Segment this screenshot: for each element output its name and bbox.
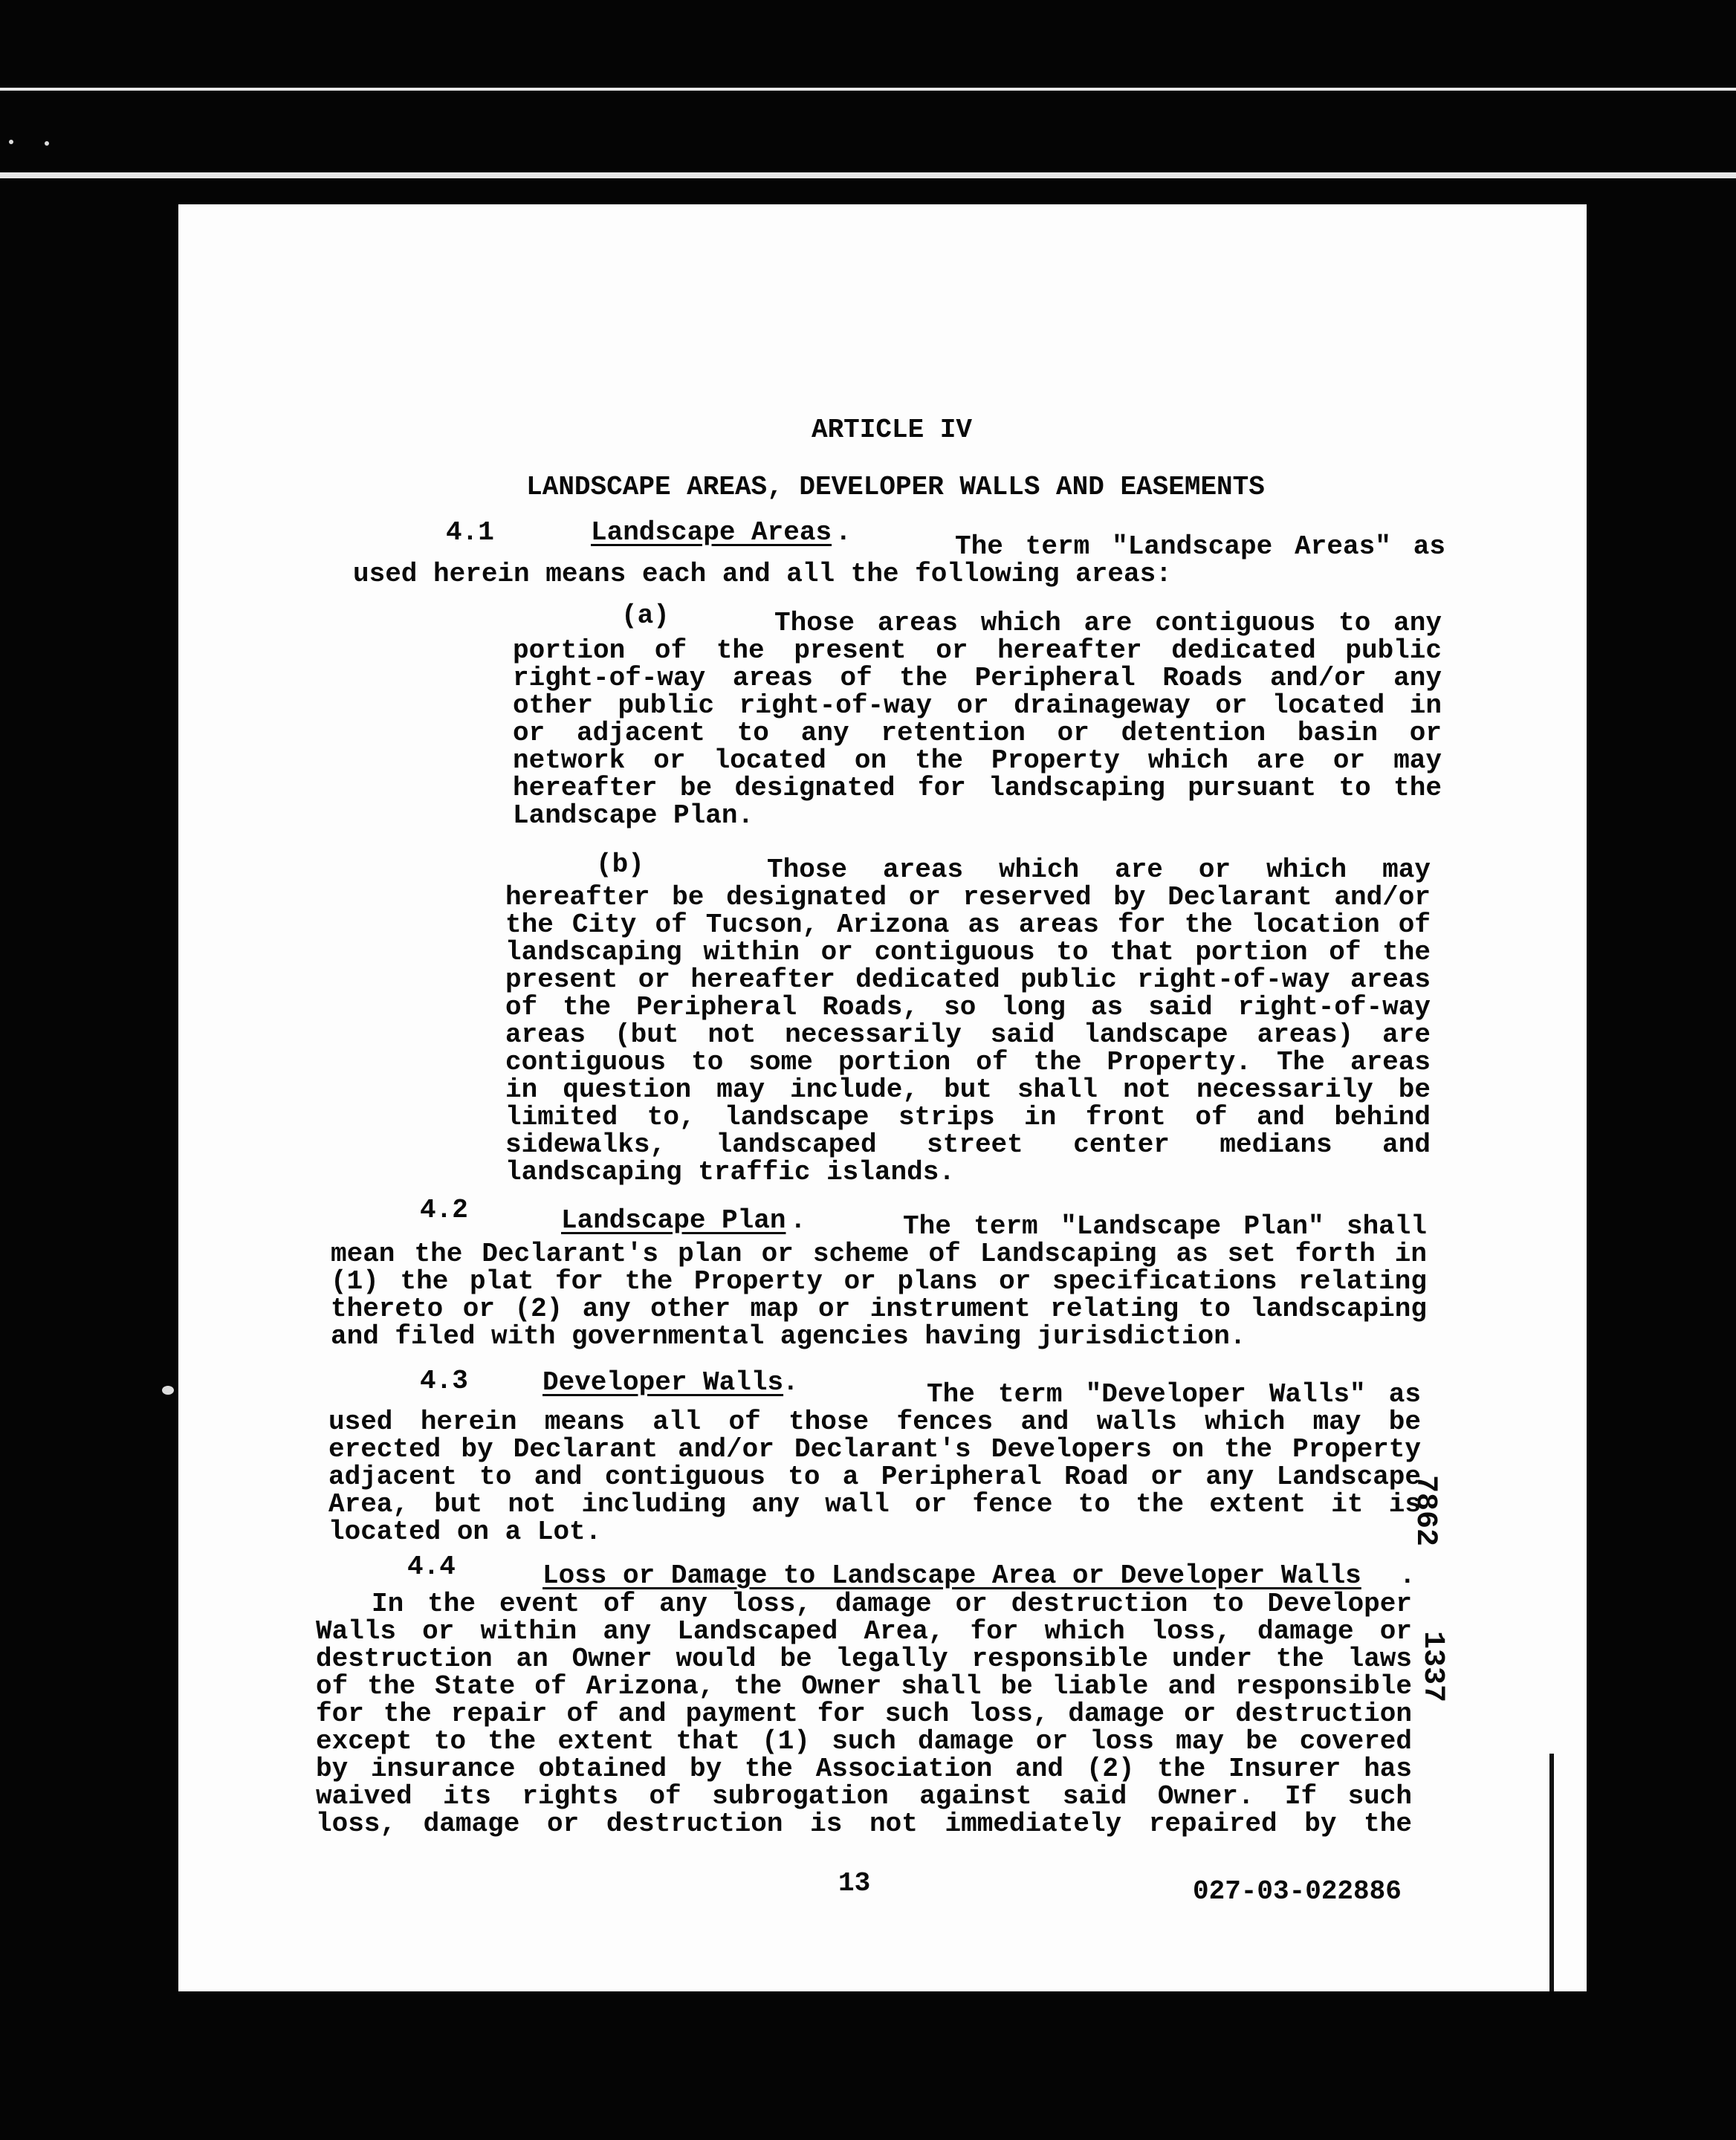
section-number: 4.4	[407, 1552, 456, 1582]
text-line: erected by Declarant and/or Declarant's Developers on the Property	[328, 1434, 1421, 1465]
text-line: thereto or (2) any other map or instrument relating to landscaping	[331, 1294, 1427, 1324]
section-number: 4.2	[420, 1195, 468, 1225]
text-line: Walls or within any Landscaped Area, for which loss, damage or	[316, 1616, 1412, 1647]
text-line: used herein means each and all the following areas:	[353, 559, 1172, 589]
margin-stamp-page: 1337	[1416, 1631, 1449, 1703]
text-line: or adjacent to any retention or detention basin or	[513, 718, 1442, 748]
scan-speck	[45, 141, 49, 146]
text-line: and filed with governmental agencies having jurisdiction.	[331, 1321, 1246, 1352]
text-line: (1) the plat for the Property or plans or specifications relating	[331, 1266, 1427, 1297]
text-line: The term "Landscape Plan" shall	[903, 1211, 1427, 1242]
text-line: Landscape Plan.	[513, 800, 754, 831]
text-line: Those areas which are contiguous to any	[774, 608, 1442, 638]
text-line: landscaping within or contiguous to that portion of the	[505, 937, 1431, 967]
section-body	[316, 1590, 1412, 1838]
text-line: The term "Developer Walls" as	[927, 1379, 1421, 1410]
page-edge-shadow	[1549, 1754, 1554, 1991]
section-heading-period: .	[790, 1205, 806, 1236]
text-line: Those areas which are or which may	[767, 855, 1431, 885]
text-line: portion of the present or hereafter dedicated public	[513, 635, 1442, 666]
section-heading: Landscape Plan	[561, 1205, 786, 1236]
text-line: hereafter be designated or reserved by Declarant and/or	[505, 882, 1431, 912]
text-line: hereafter be designated for landscaping pursuant to the	[513, 773, 1442, 803]
text-line: sidewalks, landscaped street center medians and	[505, 1129, 1431, 1160]
text-line: in question may include, but shall not necessarily be	[505, 1074, 1431, 1105]
text-line: right-of-way areas of the Peripheral Roads and/or any	[513, 663, 1442, 693]
section-heading: Developer Walls	[542, 1367, 784, 1398]
document-id: 027-03-022886	[1193, 1876, 1402, 1907]
subsection-body	[513, 609, 1442, 829]
section-heading-period: .	[783, 1367, 799, 1398]
text-line: limited to, landscape strips in front of and behind	[505, 1102, 1431, 1132]
text-line: of the State of Arizona, the Owner shall be liable and responsible	[316, 1671, 1412, 1702]
text-line: landscaping traffic islands.	[505, 1157, 955, 1187]
text-line: located on a Lot.	[328, 1517, 602, 1547]
page-number: 13	[838, 1868, 871, 1899]
margin-stamp-docket: 7862	[1408, 1475, 1442, 1547]
section-heading-period: .	[1399, 1560, 1416, 1591]
text-line: other public right-of-way or drainageway or located in	[513, 690, 1442, 721]
text-line: areas (but not necessarily said landscape areas) are	[505, 1019, 1431, 1050]
subsection-label: (a)	[621, 600, 670, 631]
subsection-body	[505, 856, 1431, 1186]
text-line: Area, but not including any wall or fence to the extent it is	[328, 1489, 1421, 1520]
text-line: mean the Declarant's plan or scheme of Landscaping as set forth in	[331, 1239, 1427, 1269]
article-title: LANDSCAPE AREAS, DEVELOPER WALLS AND EASEMENTS	[526, 472, 1265, 502]
text-line: contiguous to some portion of the Property. The areas	[505, 1047, 1431, 1077]
scan-second-rule	[0, 172, 1736, 178]
text-line: for the repair of and payment for such loss, damage or destruction	[316, 1699, 1412, 1729]
section-heading: Landscape Areas	[591, 517, 832, 548]
text-line: The term "Landscape Areas" as	[955, 531, 1445, 562]
scan-speck	[9, 140, 13, 144]
scan-top-rule	[0, 88, 1736, 91]
section-number: 4.3	[420, 1366, 468, 1396]
text-line: network or located on the Property which are or may	[513, 745, 1442, 776]
section-body	[331, 1213, 1427, 1350]
section-body	[328, 1381, 1421, 1546]
text-line: used herein means all of those fences and walls which may be	[328, 1407, 1421, 1437]
text-line: In the event of any loss, damage or destruction to Developer	[372, 1589, 1412, 1619]
text-line: waived its rights of subrogation against said Owner. If such	[316, 1781, 1412, 1812]
text-line: of the Peripheral Roads, so long as said right-of-way	[505, 992, 1431, 1022]
text-line: the City of Tucson, Arizona as areas for the location of	[505, 910, 1431, 940]
article-number: ARTICLE IV	[811, 415, 973, 445]
text-line: except to the extent that (1) such damage or loss may be covered	[316, 1726, 1412, 1757]
text-line: adjacent to and contiguous to a Peripheral Road or any Landscape	[328, 1462, 1421, 1492]
section-body	[353, 533, 1445, 588]
text-line: loss, damage or destruction is not immediately repaired by the	[316, 1809, 1412, 1839]
text-line: present or hereafter dedicated public right-of-way areas	[505, 964, 1431, 995]
section-heading-period: .	[835, 517, 852, 548]
subsection-label: (b)	[596, 849, 644, 880]
scan-speck	[162, 1386, 174, 1395]
section-heading: Loss or Damage to Landscape Area or Developer Walls	[542, 1560, 1361, 1591]
section-number: 4.1	[446, 517, 494, 548]
text-line: by insurance obtained by the Association and (2) the Insurer has	[316, 1754, 1412, 1784]
text-line: destruction an Owner would be legally responsible under the laws	[316, 1644, 1412, 1674]
